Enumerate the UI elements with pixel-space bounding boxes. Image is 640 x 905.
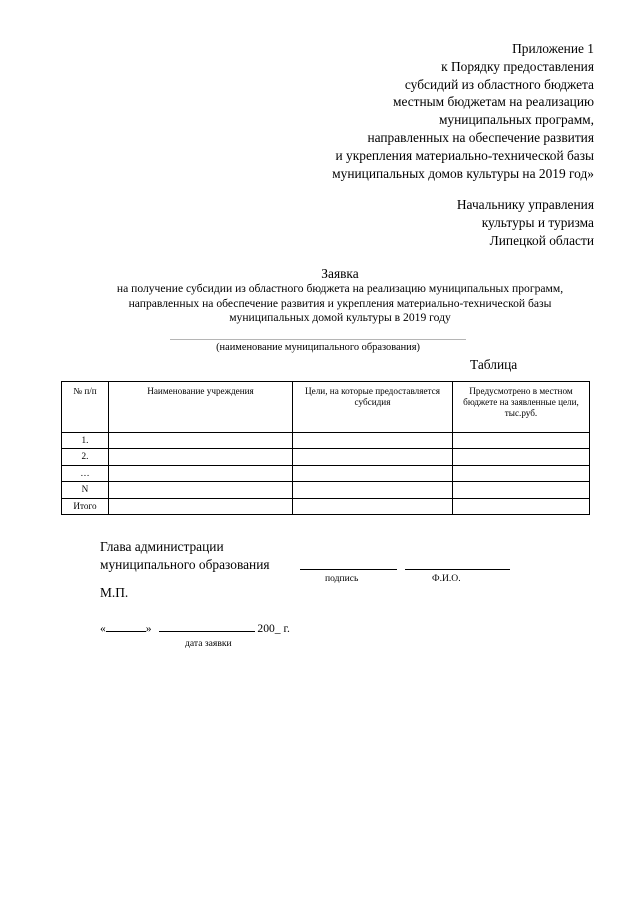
heading-block [60,265,620,326]
document-subtitle-line: муниципальных домой культуры в 2019 году [229,311,451,325]
day-field[interactable] [106,621,146,632]
column-header-institution: Наименование учреждения [109,382,293,433]
full-name-field[interactable] [405,569,510,570]
table-row [62,482,590,498]
appendix-line: Приложение 1 [512,41,594,56]
budget-cell[interactable] [453,433,590,449]
document-subtitle-line: на получение субсидии из областного бюджета на реализацию муниципальных программ, [116,282,564,295]
row-number: … [62,465,109,481]
goals-cell[interactable] [293,433,453,449]
addressee-line: Липецкой области [489,232,594,248]
goals-cell[interactable] [293,465,453,481]
row-number: N [62,482,109,498]
table-total-row [62,498,590,514]
row-number: 2. [62,449,109,465]
budget-cell[interactable] [453,449,590,465]
full-name-caption: Ф.И.О. [432,573,461,584]
signature-block [100,538,270,574]
goals-cell[interactable] [293,498,453,514]
institution-cell[interactable] [109,482,293,498]
addressee-block [457,196,594,249]
date-quote-close: » [145,622,152,635]
document-title: Заявка [321,266,359,281]
appendix-line: муниципальных домов культуры на 2019 год» [332,165,594,181]
total-label: Итого [62,498,109,514]
appendix-line: местным бюджетам на реализацию [392,94,594,110]
appendix-line: муниципальных программ, [438,112,594,128]
budget-cell[interactable] [453,465,590,481]
institution-cell[interactable] [109,498,293,514]
year-text: 200_ г. [257,622,290,635]
table-row [62,465,590,481]
addressee-line: Начальнику управления [456,197,594,212]
table-row [62,449,590,465]
column-header-number: № п/п [62,382,109,433]
row-number: 1. [62,433,109,449]
budget-cell[interactable] [453,482,590,498]
goals-cell[interactable] [293,449,453,465]
stamp-placeholder: М.П. [100,585,129,600]
municipality-name-caption: (наименование муниципального образования) [216,342,420,353]
institution-cell[interactable] [109,465,293,481]
goals-cell[interactable] [293,482,453,498]
date-quote-open: « [100,622,106,635]
addressee-line: культуры и туризма [481,214,594,230]
table-row [62,433,590,449]
institution-cell[interactable] [109,433,293,449]
signature-field[interactable] [300,569,397,570]
column-header-goals: Цели, на которые предоставляется субсидия [293,382,453,433]
document-subtitle-line: направленных на обеспечение развития и укрепления материально-технической базы [128,296,552,310]
column-header-budget: Предусмотрено в местном бюджете на заявленные цели, тыс.руб. [453,382,590,433]
request-table [61,381,590,515]
appendix-line: и укрепления материально-технической базы [335,147,594,163]
month-field[interactable] [159,621,255,632]
appendix-line: направленных на обеспечение развития [367,129,594,145]
municipality-name-field[interactable] [170,339,466,340]
institution-cell[interactable] [109,449,293,465]
appendix-line: субсидий из областного бюджета [404,76,594,92]
table-header-row [62,382,590,433]
date-row [100,621,290,635]
table-label: Таблица [470,357,518,372]
signature-line2: муниципального образования [100,556,270,572]
budget-cell[interactable] [453,498,590,514]
signature-line1: Глава администрации [100,539,224,554]
appendix-block [332,40,594,182]
signature-caption: подпись [325,573,359,584]
appendix-line: к Порядку предоставления [441,58,594,74]
date-caption: дата заявки [185,638,232,649]
